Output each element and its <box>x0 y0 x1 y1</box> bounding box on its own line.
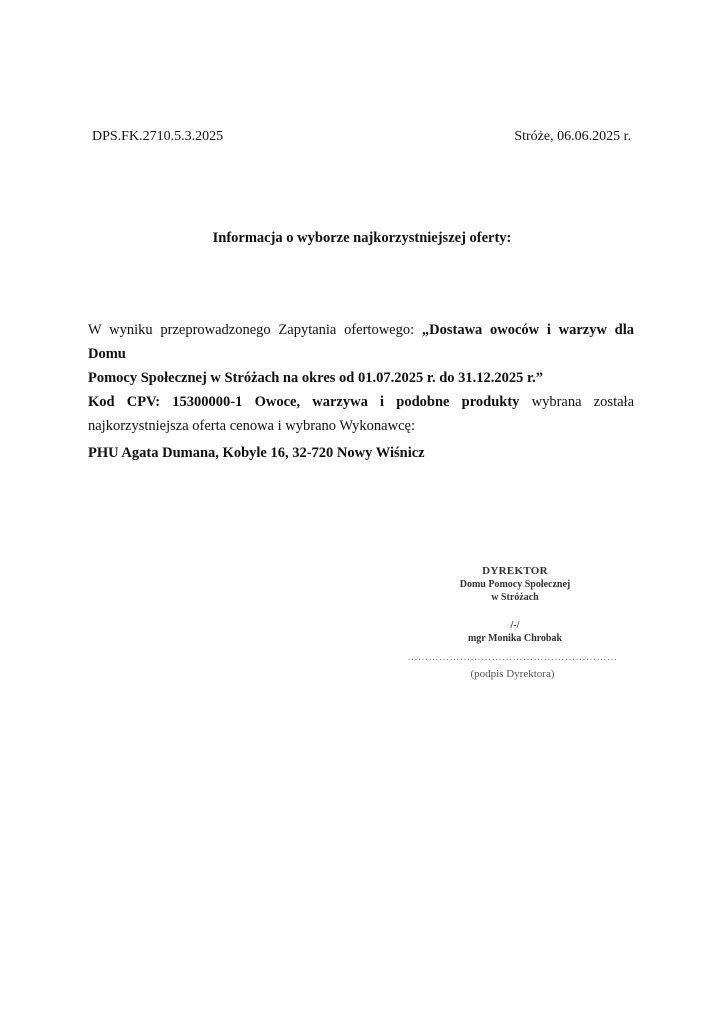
subject-paragraph <box>88 318 634 390</box>
subject-line-2: Pomocy Społecznej w Stróżach na okres od 01.07.2025 r. do 31.12.2025 r.” <box>88 370 543 386</box>
document-body <box>88 318 634 438</box>
signature-dotted-line: …………………………………………………… <box>407 652 618 663</box>
signatory-name: mgr Monika Chrobak <box>467 633 563 644</box>
cpv-rest: wybrana została <box>519 394 635 410</box>
signatory-org-line-2: w Stróżach <box>491 592 539 603</box>
signature-caption: (podpis Dyrektora) <box>470 668 555 680</box>
selected-contractor: PHU Agata Dumana, Kobyle 16, 32-720 Nowy Wiśnicz <box>88 445 425 461</box>
cpv-code: Kod CPV: 15300000-1 Owoce, warzywa i podobne produkty <box>88 394 520 410</box>
reference-number: DPS.FK.2710.5.3.2025 <box>92 129 224 144</box>
signature-gap <box>400 604 630 619</box>
subject-line-1: „Dostawa owoców i warzyw dla Domu <box>88 322 634 362</box>
intro-text: W wyniku przeprowadzonego Zapytania ofertowego: <box>88 322 422 338</box>
cpv-line <box>88 390 634 414</box>
signatory-role: DYREKTOR <box>482 565 548 577</box>
signature-mark: /-/ <box>510 620 520 631</box>
signature-block <box>400 565 630 645</box>
signatory-org-line-1: Domu Pomocy Społecznej <box>459 579 571 590</box>
document-title: Informacja o wyborze najkorzystniejszej oferty: <box>212 230 512 246</box>
conclusion-text: najkorzystniejsza oferta cenowa i wybrano Wykonawcę: <box>88 418 415 434</box>
place-and-date: Stróże, 06.06.2025 r. <box>514 129 631 144</box>
